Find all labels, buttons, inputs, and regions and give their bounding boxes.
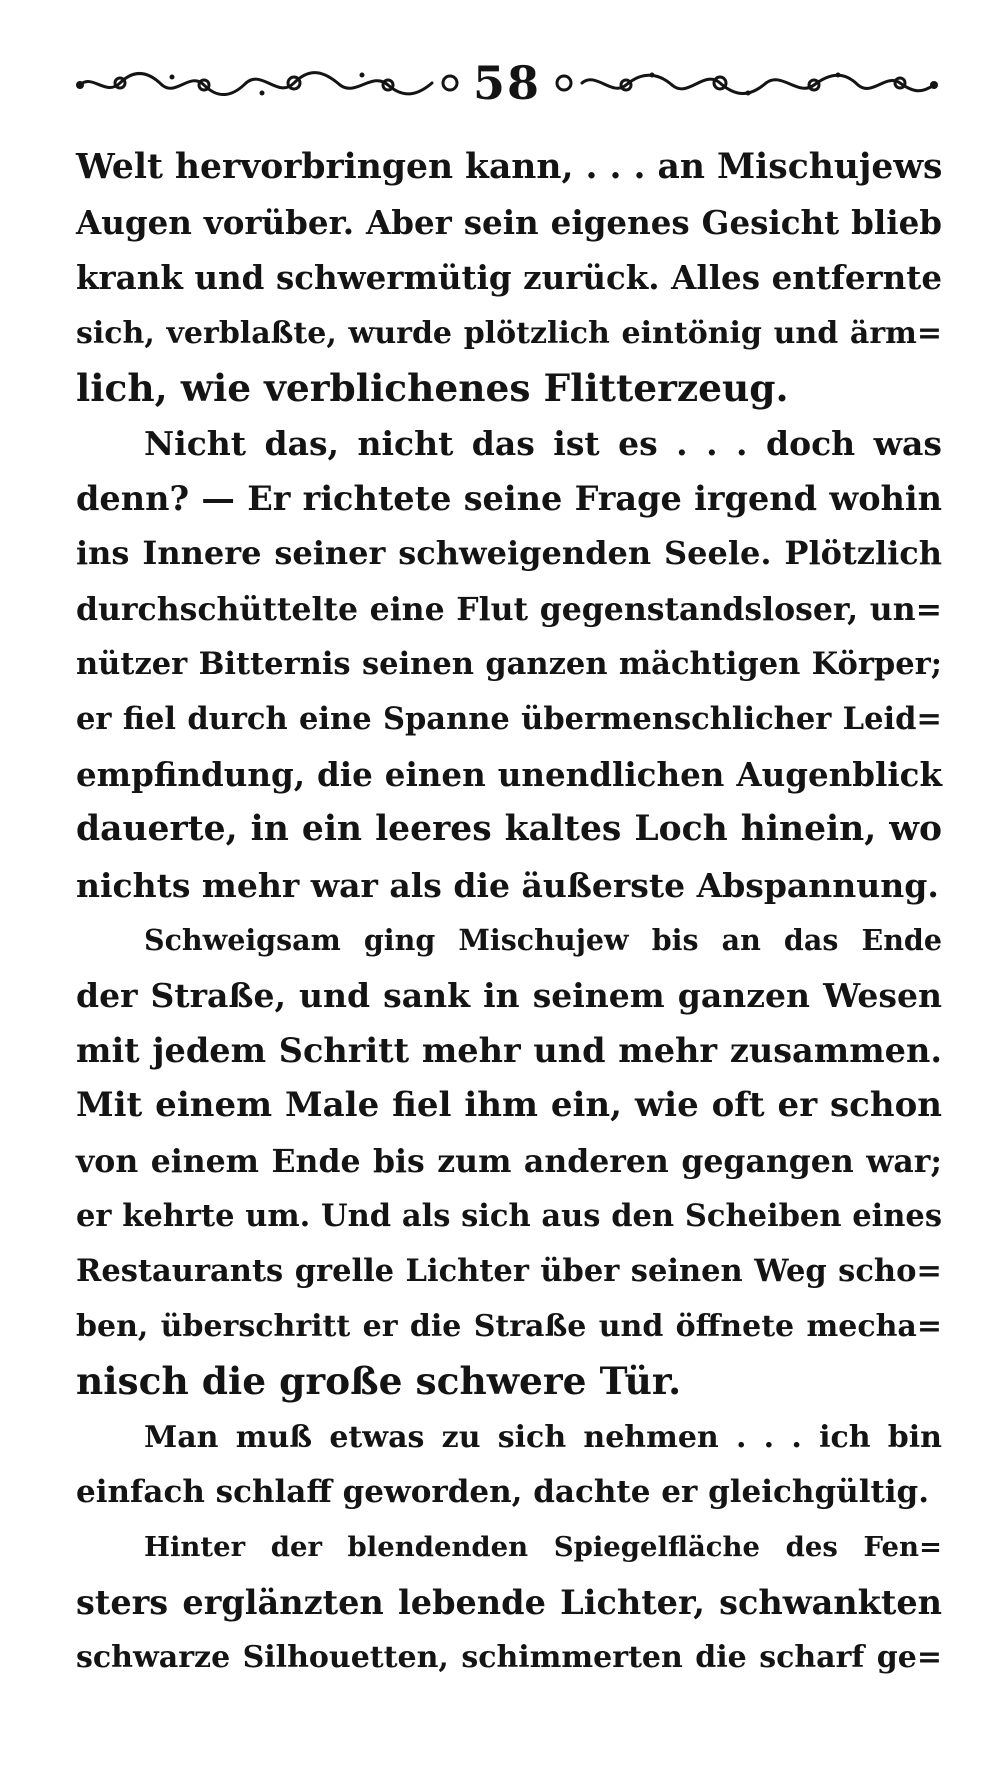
text-line: Man muß etwas zu sich nehmen . . . ich bin [144, 1419, 942, 1455]
text-line: der Straße, und sank in seinem ganzen Wesen [76, 976, 942, 1016]
text-line: Welt hervorbringen kann, . . . an Mischujews [76, 147, 943, 187]
text-line: sters erglänzten lebende Lichter, schwankten [76, 1583, 942, 1623]
text-line: Nicht das, nicht das ist es . . . doch was [144, 424, 942, 464]
text-line: er kehrte um. Und als sich aus den Scheiben eines [76, 1197, 942, 1234]
paragraph [76, 1520, 942, 1686]
text-line: krank und schwermütig zurück. Alles entfernte [76, 258, 942, 298]
text-line: Hinter der blendenden Spiegelfläche des Fen= [144, 1531, 942, 1564]
text-line: denn? — Er richtete seine Frage irgend wohin [76, 479, 942, 519]
text-line: durchschüttelte eine Flut gegenstandsloser, un= [76, 590, 942, 628]
text-line: Restaurants grelle Lichter über seinen Weg scho= [76, 1253, 942, 1290]
page-number: 58 [472, 56, 541, 110]
paragraph [76, 416, 942, 913]
text-line: empfindung, die einen unendlichen Augenblick [76, 755, 942, 795]
text-line: nisch die große schwere Tür. [76, 1359, 682, 1404]
text-line: ben, überschritt er die Straße und öffnete mecha= [76, 1309, 942, 1345]
ornament-right-icon [552, 63, 942, 103]
ornament-left-icon [72, 63, 462, 103]
paragraph [76, 1410, 942, 1520]
page-body [76, 140, 942, 1686]
text-line: ins Innere seiner schweigenden Seele. Plötzlich [76, 534, 942, 573]
text-line: mit jedem Schritt mehr und mehr zusammen. [76, 1031, 942, 1071]
text-line: Augen vorüber. Aber sein eigenes Gesicht blieb [76, 203, 942, 243]
text-line: lich, wie verblichenes Flitterzeug. [76, 365, 789, 410]
page-header [72, 48, 942, 118]
text-line: Schweigsam ging Mischujew bis an das Ende [144, 922, 942, 957]
text-line: sich, verblaßte, wurde plötzlich eintönig und ärm= [76, 315, 942, 351]
text-line: er fiel durch eine Spanne übermenschlicher Leid= [76, 701, 942, 738]
text-line: nichts mehr war als die äußerste Abspannung. [76, 865, 939, 905]
paragraph [76, 140, 942, 416]
text-line: schwarze Silhouetten, schimmerten die scharf ge= [76, 1640, 942, 1676]
text-line: von einem Ende bis zum anderen gegangen war; [76, 1142, 942, 1180]
text-line: Mit einem Male fiel ihm ein, wie oft er schon [76, 1085, 942, 1126]
text-line: nützer Bitternis seinen ganzen mächtigen Körper; [76, 645, 942, 682]
text-line: dauerte, in ein leeres kaltes Loch hinein, wo [76, 809, 942, 850]
text-line: einfach schlaff geworden, dachte er gleichgültig. [76, 1473, 930, 1510]
paragraph [76, 913, 942, 1410]
